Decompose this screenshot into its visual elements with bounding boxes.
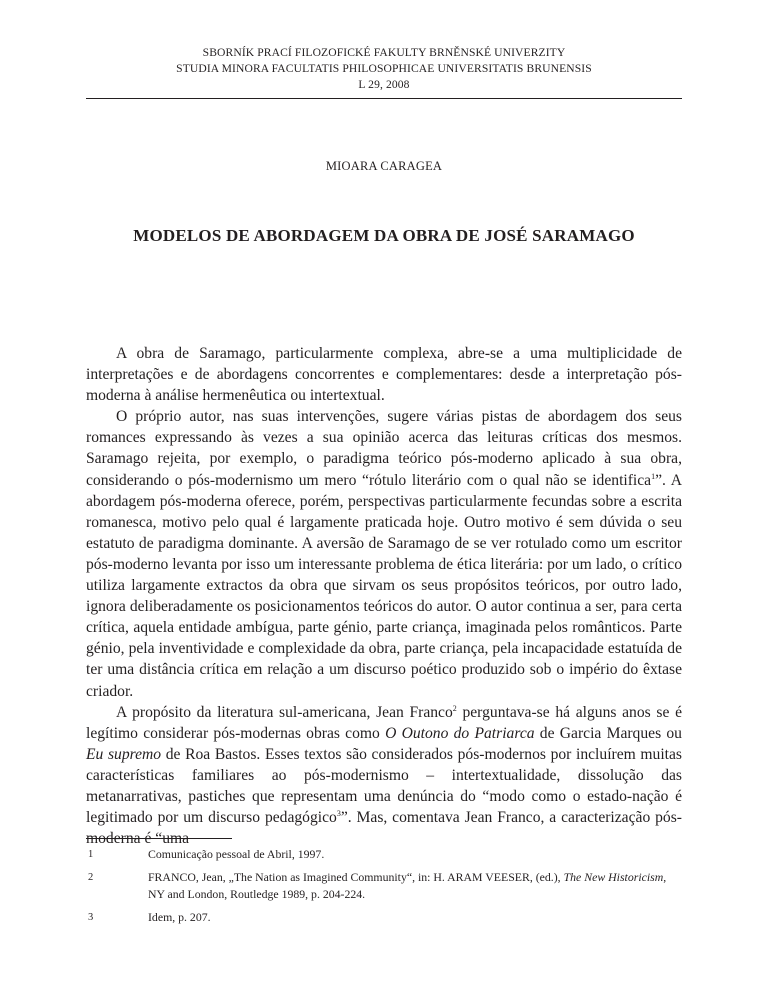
paragraph-3	[86, 702, 682, 850]
footnote-3-number: 3	[88, 912, 94, 923]
paragraph-2	[86, 406, 682, 701]
footnote-3	[86, 909, 682, 926]
footnote-2-text-a: FRANCO, Jean, „The Nation as Imagined Community“, in: H. ARAM VEESER, (ed.),	[148, 870, 564, 884]
footnote-1-number: 1	[88, 849, 94, 860]
footnote-ref-1: 1	[651, 471, 656, 481]
paragraph-2-text-a: O próprio autor, nas suas intervenções, sugere várias pistas de abordagem dos seus romances expressando às vezes a sua opinião acerca das leituras críticas dos mesmos. Saramago rejeita, por exemplo, o paradigma teórico pós-moderno aplicado à sua obra, considerando o pós-modernismo um mero “rótulo literário com o qual não se identifica	[86, 408, 682, 489]
footnote-ref-3: 3	[336, 808, 341, 818]
footnote-1	[86, 846, 682, 863]
footnote-divider	[86, 838, 232, 839]
article-body	[86, 343, 682, 849]
footnote-2-text-b: , NY and London, Routledge 1989, p. 204-224.	[148, 870, 667, 901]
paragraph-3-text-d: de Roa Bastos. Esses textos são considerados pós-modernos por incluírem muitas características familiares ao pós-modernismo – intertextualidade, dissolução das metanarrativas, pastiches que representam uma denúncia do “modo como o estado-nação é legitimado por um discurso pedagógico	[86, 745, 682, 827]
journal-header-line-3: L 29, 2008	[358, 78, 410, 91]
header-divider	[86, 98, 682, 99]
paragraph-1-text: A obra de Saramago, particularmente complexa, abre-se a uma multiplicidade de interpretações e de abordagens concorrentes e complementares: desde a interpretação pós-moderna à análise hermenêutica ou intertextual.	[86, 345, 682, 405]
paragraph-3-text-b: perguntava-se há alguns anos se é legítimo considerar pós-modernas obras como	[86, 703, 682, 742]
paragraph-2-text-b: ”. A abordagem pós-moderna oferece, porém, perspectivas particularmente fecundas sobre a escrita romanesca, motivo pelo qual é largamente praticada hoje. Outro motivo é sem dúvida o seu estatuto de paradigma dominante. A aversão de Saramago de se ver rotulado como um escritor pós-moderno levanta por isso um interessante problema de ética literária: por um lado, o crítico utiliza largamente extractos da obra que sirvam os seus propósitos teóricos, por outro lado, ignora deliberadamente os posicionamentos teóricos do autor. O autor continua a ser, para certa crítica, aquela entidade ambígua, parte génio, parte criança, imaginada pelos românticos. Parte génio, pela inventividade e complexidade da obra, parte criança, pela incapacidade estatuída de ter uma distância crítica em relação a um discurso poético produzido sob o império do êxtase criador.	[86, 471, 682, 700]
paragraph-1	[86, 343, 682, 406]
journal-header	[86, 45, 682, 93]
footnote-1-text: Comunicação pessoal de Abril, 1997.	[148, 847, 325, 861]
book-title-eu-supremo: Eu supremo	[86, 745, 162, 763]
footnotes	[86, 846, 682, 932]
book-title-outono: O Outono do Patriarca	[385, 724, 535, 742]
journal-header-line-2: STUDIA MINORA FACULTATIS PHILOSOPHICAE UNIVERSITATIS BRUNENSIS	[176, 62, 592, 75]
paragraph-3-text-e: ”. Mas, comentava Jean Franco, a caracterização pós-moderna é “uma	[86, 809, 682, 848]
footnote-ref-2: 2	[452, 703, 457, 713]
footnote-2-book-title: The New Historicism	[563, 870, 664, 884]
author-name: MIOARA CARAGEA	[325, 159, 443, 173]
paragraph-3-text-c: de Garcia Marques ou	[534, 724, 682, 742]
footnote-2-number: 2	[88, 872, 94, 883]
paragraph-3-text-a: A propósito da literatura sul-americana, Jean Franco	[116, 703, 453, 721]
journal-header-line-1: SBORNÍK PRACÍ FILOZOFICKÉ FAKULTY BRNĚNSKÉ UNIVERZITY	[202, 46, 566, 59]
footnote-3-text: Idem, p. 207.	[148, 910, 211, 924]
article-title: MODELOS DE ABORDAGEM DA OBRA DE JOSÉ SARAMAGO	[133, 226, 635, 245]
footnote-2	[86, 869, 682, 903]
